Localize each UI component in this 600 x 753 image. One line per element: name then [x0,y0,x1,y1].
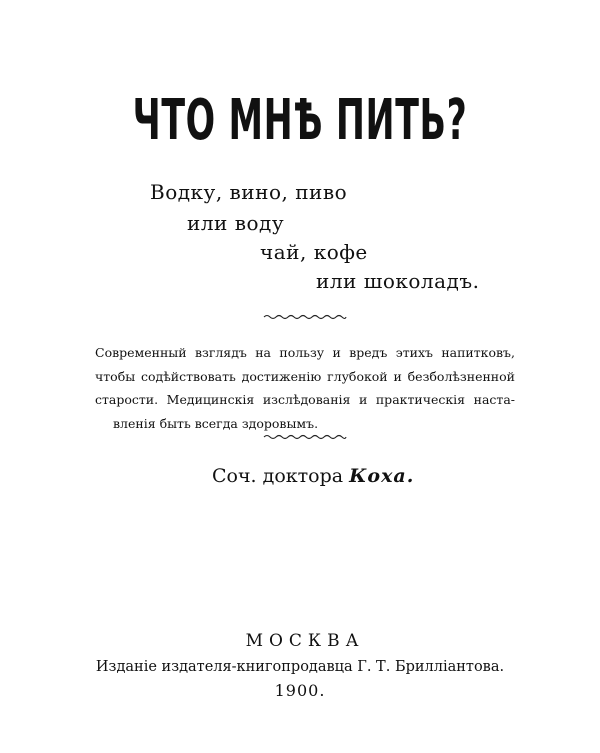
description-line: чтобы содѣйствовать достиженію глубокой и безболѣзненной [95,368,515,384]
book-title: ЧТО МНѢ ПИТЬ? [132,88,468,153]
publication-city: МОСКВА [245,631,365,651]
description-paragraph [95,341,515,435]
publisher-line: Изданіе издателя-книгопродавца Г. Т. Бриллiантова. [95,659,505,675]
description-line: старости. Медицинскія изслѣдованія и практическія наста- [95,392,515,407]
publication-year: 1900. [274,681,326,700]
description-line: Современный взглядъ на пользу и вредъ этихъ напитковъ, [95,345,515,360]
subtitle-line-3: чай, кофе [260,240,368,264]
wavy-divider-icon [262,433,348,441]
wavy-divider-icon [262,313,348,321]
author-name: Коха. [349,465,415,487]
subtitle-line-2: или воду [187,211,285,235]
subtitle-line-1: Водку, вино, пиво [150,180,348,204]
description-line: вленія быть всегда здоровымъ. [113,415,319,431]
author-prefix: Соч. доктора [212,465,344,487]
author-line [212,463,414,489]
subtitle-line-4: или шоколадъ. [316,269,480,293]
